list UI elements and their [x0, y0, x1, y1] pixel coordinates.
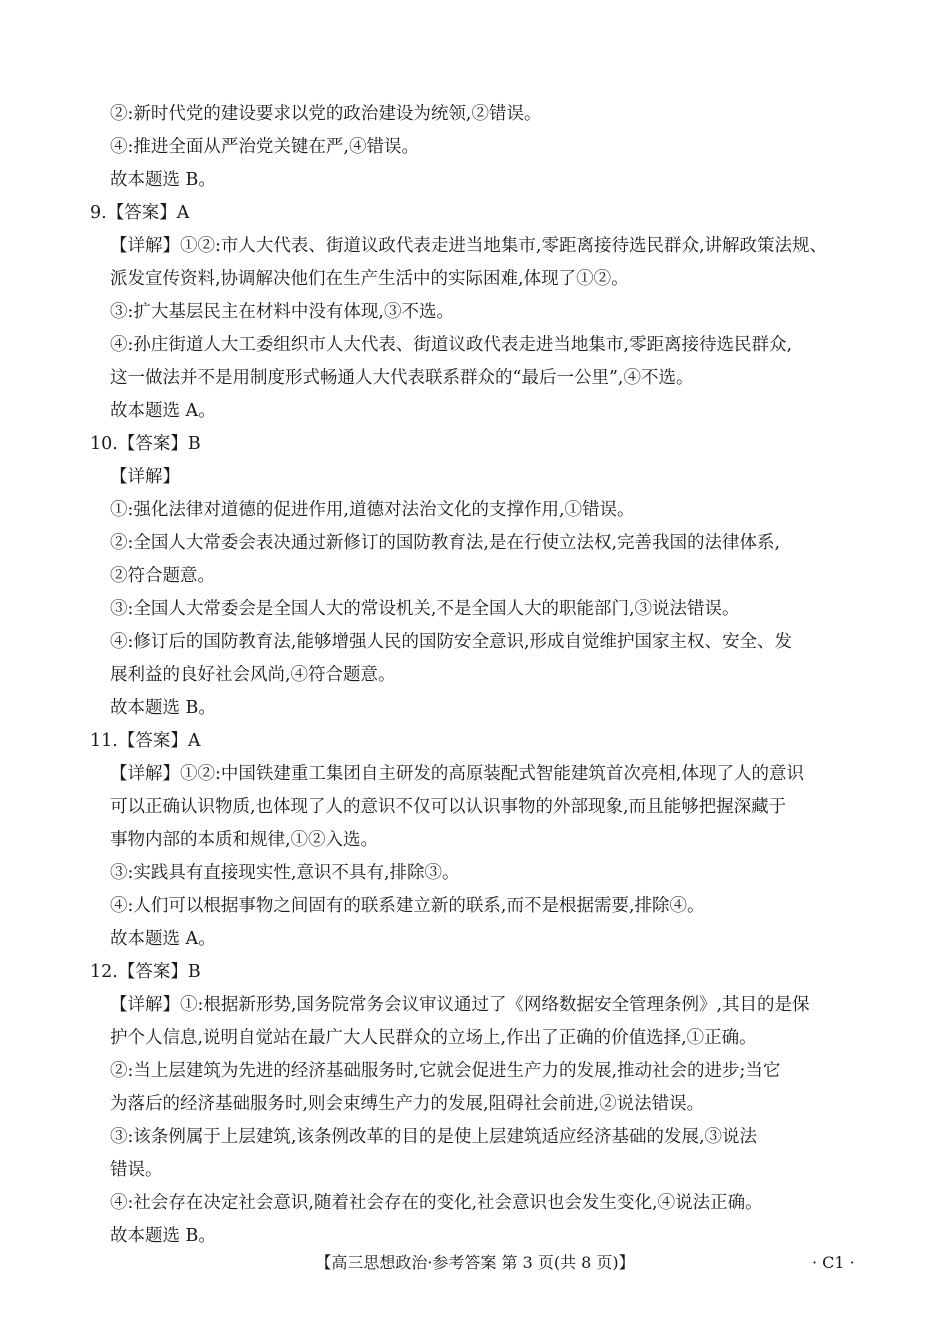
text-line: 故本题选 A。 — [110, 929, 216, 949]
text-line: 故本题选 B。 — [110, 698, 216, 718]
text-line: ②:新时代党的建设要求以党的政治建设为统领,②错误。 — [110, 104, 542, 124]
text-line: 错误。 — [110, 1160, 163, 1180]
text-line: 事物内部的本质和规律,①②入选。 — [110, 830, 379, 850]
question-11-answer: 11.【答案】A — [90, 731, 201, 751]
question-12-answer: 12.【答案】B — [90, 962, 201, 982]
text-line: ③:全国人大常委会是全国人大的常设机关,不是全国人大的职能部门,③说法错误。 — [110, 599, 740, 619]
text-line: ③:该条例属于上层建筑,该条例改革的目的是使上层建筑适应经济基础的发展,③说法 — [110, 1127, 758, 1147]
text-line: 故本题选 B。 — [110, 170, 216, 190]
footer-title: 【高三思想政治·参考答案 第 3 页(共 8 页)】 — [315, 1253, 635, 1272]
text-line: 为落后的经济基础服务时,则会束缚生产力的发展,阻碍社会前进,②说法错误。 — [110, 1094, 705, 1114]
text-line: ④:人们可以根据事物之间固有的联系建立新的联系,而不是根据需要,排除④。 — [110, 896, 705, 916]
text-line: ③:扩大基层民主在材料中没有体现,③不选。 — [110, 302, 454, 322]
text-line: ④:修订后的国防教育法,能够增强人民的国防安全意识,形成自觉维护国家主权、安全、发 — [110, 632, 793, 652]
text-line: 可以正确认识物质,也体现了人的意识不仅可以认识事物的外部现象,而且能够把握深藏于 — [110, 797, 787, 817]
text-line: ④:推进全面从严治党关键在严,④错误。 — [110, 137, 419, 157]
question-10-answer: 10.【答案】B — [90, 434, 201, 454]
text-line: 故本题选 A。 — [110, 401, 216, 421]
text-line: 【详解】①②:中国铁建重工集团自主研发的高原装配式智能建筑首次亮相,体现了人的意识 — [110, 764, 804, 784]
text-line: ④:社会存在决定社会意识,随着社会存在的变化,社会意识也会发生变化,④说法正确。 — [110, 1193, 763, 1213]
text-line: ②符合题意。 — [110, 566, 215, 586]
text-line: ④:孙庄街道人大工委组织市人大代表、街道议政代表走进当地集市,零距离接待选民群众, — [110, 335, 793, 355]
text-line: ③:实践具有直接现实性,意识不具有,排除③。 — [110, 863, 460, 883]
text-line: ①:强化法律对道德的促进作用,道德对法治文化的支撑作用,①错误。 — [110, 500, 635, 520]
text-line: 故本题选 B。 — [110, 1226, 216, 1246]
text-line: 【详解】①:根据新形势,国务院常务会议审议通过了《网络数据安全管理条例》,其目的是保 — [110, 995, 810, 1015]
text-line: 护个人信息,说明自觉站在最广大人民群众的立场上,作出了正确的价值选择,①正确。 — [110, 1028, 757, 1048]
question-9-answer: 9.【答案】A — [90, 203, 190, 223]
text-line: 这一做法并不是用制度形式畅通人大代表联系群众的“最后一公里”,④不选。 — [110, 368, 694, 388]
text-line: 【详解】 — [110, 467, 180, 487]
footer-code: · C1 · — [812, 1253, 855, 1272]
text-line: ②:当上层建筑为先进的经济基础服务时,它就会促进生产力的发展,推动社会的进步;当它 — [110, 1061, 781, 1081]
text-line: 【详解】①②:市人大代表、街道议政代表走进当地集市,零距离接待选民群众,讲解政策法规、 — [110, 236, 828, 256]
text-line: 派发宣传资料,协调解决他们在生产生活中的实际困难,体现了①②。 — [110, 269, 629, 289]
text-line: ②:全国人大常委会表决通过新修订的国防教育法,是在行使立法权,完善我国的法律体系, — [110, 533, 781, 553]
text-line: 展利益的良好社会风尚,④符合题意。 — [110, 665, 396, 685]
